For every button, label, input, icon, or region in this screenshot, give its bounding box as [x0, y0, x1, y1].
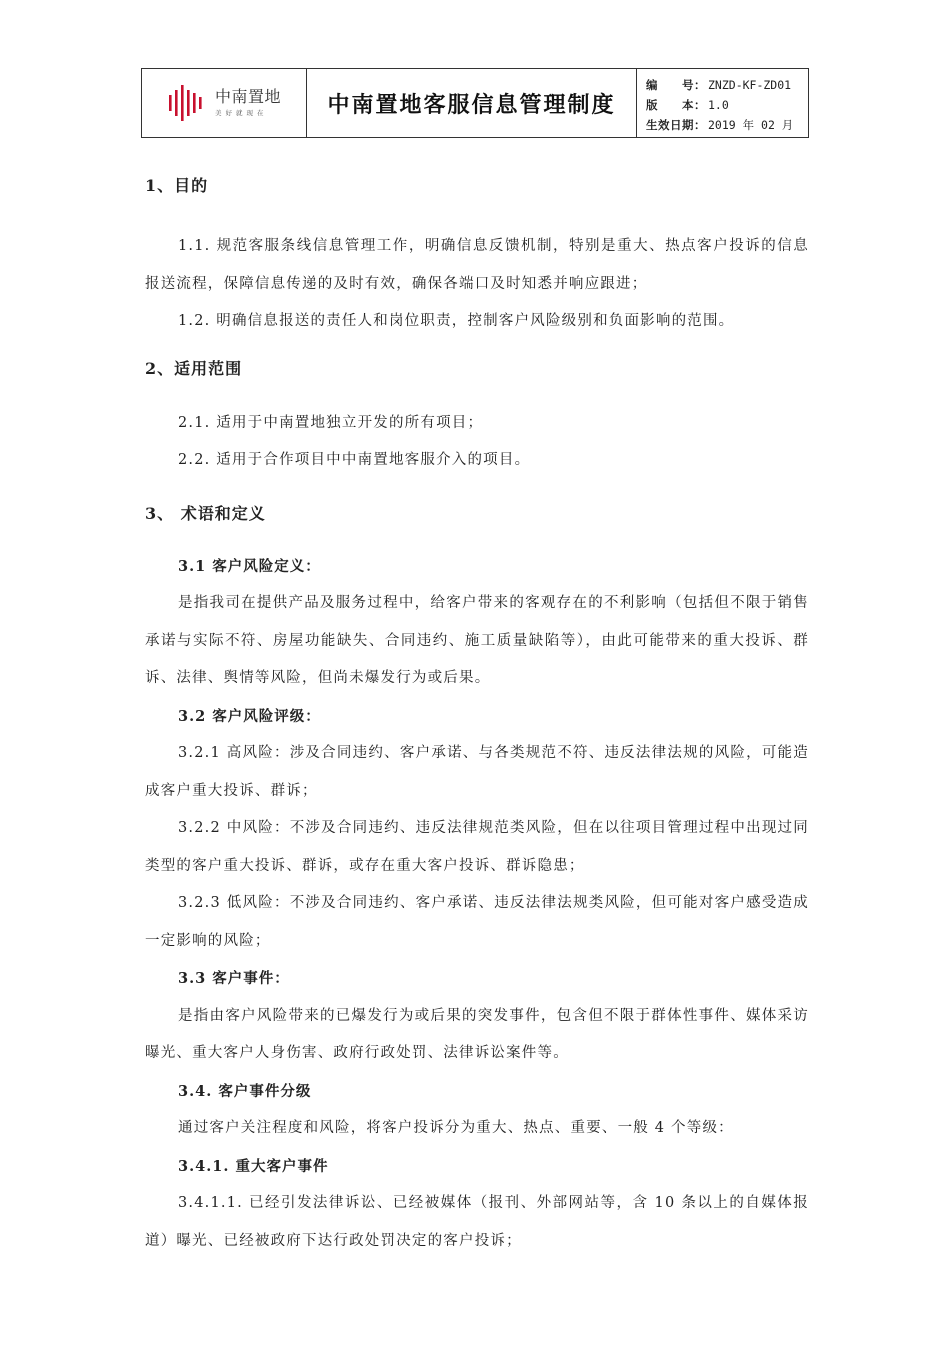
document-header: [141, 68, 809, 138]
company-logo-icon: [167, 83, 207, 123]
paragraph: 2.1. 适用于中南置地独立开发的所有项目；: [178, 414, 484, 431]
meta-label: 生效日期：: [646, 118, 706, 132]
subsection-heading: 3.4.1. 重大客户事件: [178, 1157, 329, 1175]
section-heading: 1、目的: [145, 176, 209, 195]
paragraph: 是指由客户风险带来的已爆发行为或后果的突发事件，包含但不限于群体性事件、媒体采访曝光、重大客户人身伤害、政府行政处罚、法律诉讼案件等。: [145, 1007, 809, 1061]
meta-row-version: [646, 95, 808, 115]
meta-row-number: [646, 75, 808, 95]
meta-value: ZNZD-KF-ZD01: [708, 78, 792, 92]
paragraph: 1.2. 明确信息报送的责任人和岗位职责，控制客户风险级别和负面影响的范围。: [178, 313, 735, 329]
logo-text: [215, 88, 281, 118]
paragraph: 3.4.1.1. 已经引发法律诉讼、已经被媒体（报刊、外部网站等，含 10 条以上的自媒体报道）曝光、已经被政府下达行政处罚决定的客户投诉；: [145, 1195, 809, 1249]
section-heading: 2、适用范围: [145, 358, 243, 378]
document-body: [145, 170, 809, 1260]
document-meta: [637, 69, 808, 137]
paragraph: 是指我司在提供产品及服务过程中，给客户带来的客观存在的不利影响（包括但不限于销售承诺与实际不符、房屋功能缺失、合同违约、施工质量缺陷等），由此可能带来的重大投诉、群诉、法律、舆情等风险，但尚未爆发行为或后果。: [145, 595, 809, 686]
paragraph: 通过客户关注程度和风险，将客户投诉分为重大、热点、重要、一般 4 个等级：: [178, 1120, 734, 1136]
subsection-heading: 3.2 客户风险评级：: [178, 707, 321, 725]
meta-value: 1.0: [708, 98, 729, 112]
document-title: 中南置地客服信息管理制度: [307, 69, 637, 137]
meta-label: 版 本：: [646, 98, 706, 112]
meta-label: 编 号：: [646, 78, 706, 92]
meta-value: 2019 年 02 月: [708, 118, 794, 132]
logo-name: 中南置地: [214, 87, 281, 106]
paragraph: 3.2.3 低风险：不涉及合同违约、客户承诺、违反法律法规类风险，但可能对客户感受造成一定影响的风险；: [145, 895, 809, 949]
subsection-heading: 3.1 客户风险定义：: [178, 557, 321, 575]
logo-cell: [142, 69, 307, 137]
logo-slogan: 美好就现在: [214, 109, 268, 117]
paragraph: 3.2.2 中风险：不涉及合同违约、违反法律规范类风险，但在以往项目管理过程中出现过同类型的客户重大投诉、群诉，或存在重大客户投诉、群诉隐患；: [145, 820, 809, 874]
subsection-heading: 3.4. 客户事件分级: [178, 1082, 312, 1100]
meta-row-effective-date: [646, 115, 808, 135]
section-heading: 3、 术语和定义: [145, 503, 266, 523]
paragraph: 1.1. 规范客服条线信息管理工作，明确信息反馈机制，特别是重大、热点客户投诉的信息报送流程，保障信息传递的及时有效，确保各端口及时知悉并响应跟进；: [145, 238, 809, 292]
subsection-heading: 3.3 客户事件：: [178, 970, 290, 987]
paragraph: 3.2.1 高风险：涉及合同违约、客户承诺、与各类规范不符、违反法律法规的风险，可能造成客户重大投诉、群诉；: [145, 745, 809, 799]
paragraph: 2.2. 适用于合作项目中中南置地客服介入的项目。: [178, 452, 531, 468]
